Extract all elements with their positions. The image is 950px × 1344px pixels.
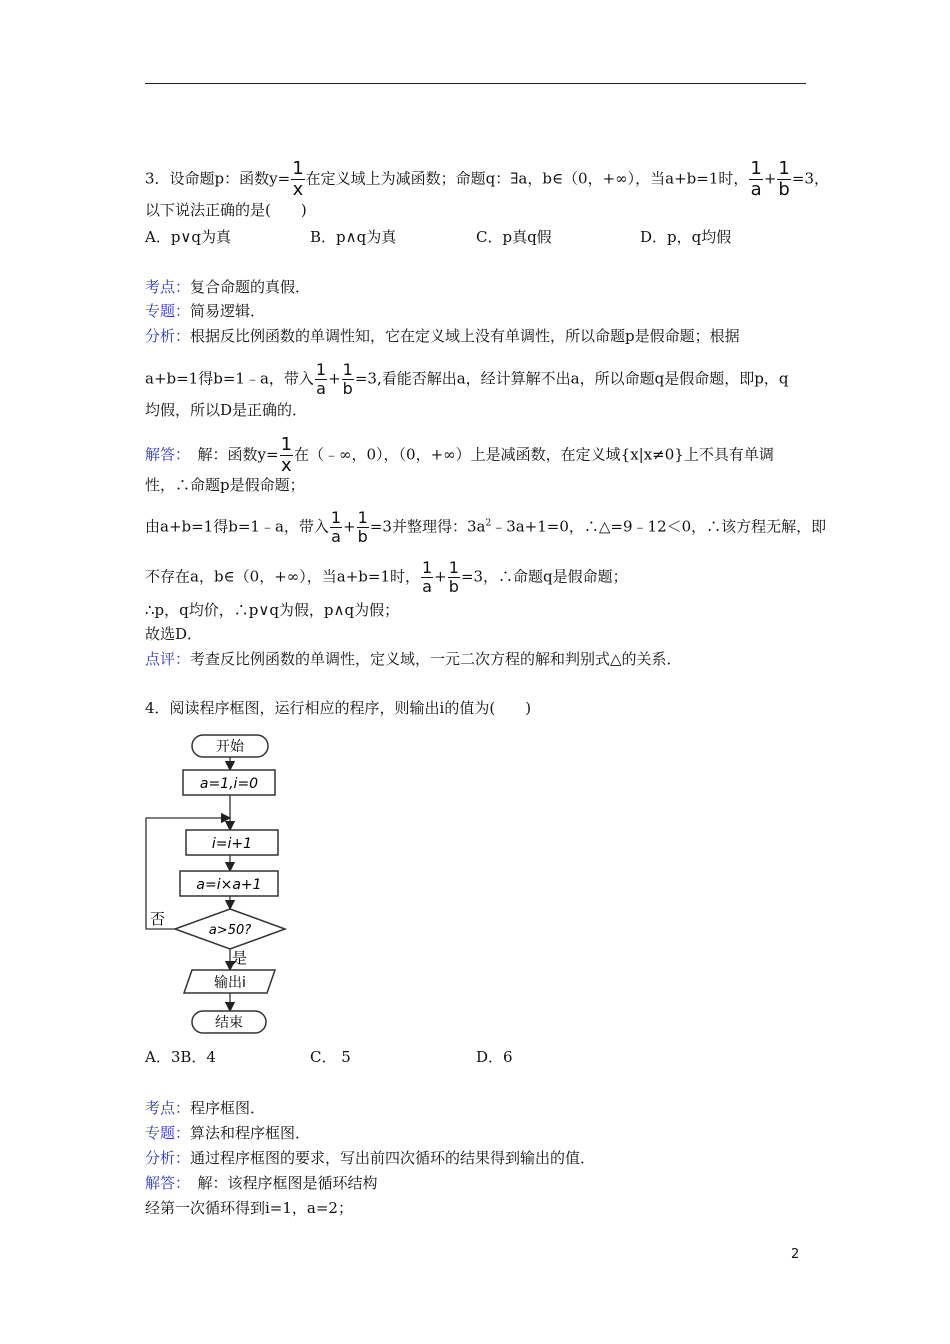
q4-stem: 4．阅读程序框图，运行相应的程序，则输出i的值为( ) bbox=[145, 699, 532, 717]
zhuanti-label: 专题： bbox=[145, 302, 191, 320]
flow-step1-label: i=i+1 bbox=[211, 836, 253, 852]
q3-stem-text-3: =3， bbox=[791, 169, 829, 188]
fenxi-label: 分析： bbox=[145, 1149, 191, 1167]
fraction-numerator: 1 bbox=[330, 508, 342, 527]
plus-sign: + bbox=[343, 517, 356, 536]
fraction-numerator: 1 bbox=[778, 158, 790, 179]
q3-stem-text-1: 3．设命题p：函数y= bbox=[145, 169, 291, 188]
fraction-1-over-b bbox=[357, 510, 369, 545]
fenxi-line-2a: a+b=1得b=1﹣a，带入 bbox=[145, 369, 314, 388]
superscript-2: 2 bbox=[485, 518, 492, 529]
jieda-line-1b: 在（﹣∞，0），（0，+∞）上是减函数，在定义域{x|x≠0}上不具有单调 bbox=[294, 445, 774, 464]
fraction-numerator: 1 bbox=[280, 434, 293, 455]
q3-fenxi bbox=[145, 325, 740, 347]
fenxi-label: 分析： bbox=[145, 327, 191, 345]
flow-end-label: 结束 bbox=[215, 1015, 243, 1031]
fraction-numerator: 1 bbox=[421, 558, 433, 577]
zhuanti-label: 专题： bbox=[145, 1124, 191, 1142]
jieda-line-3c: ﹣3a+1=0，∴△=9﹣12＜0，∴该方程无解，即 bbox=[491, 517, 827, 536]
q4-last-line: 经第一次循环得到i=1，a=2； bbox=[145, 1199, 353, 1217]
flow-step2-label: a=i×a+1 bbox=[196, 877, 262, 893]
fraction-denominator: b bbox=[342, 379, 353, 398]
q3-option-c: C．p真q假 bbox=[476, 228, 552, 246]
q4-fenxi bbox=[145, 1147, 595, 1169]
q4-kaodian bbox=[145, 1097, 265, 1119]
q4-option-d: D．6 bbox=[476, 1048, 513, 1066]
q3-jieda-line6: 故选D． bbox=[145, 625, 203, 643]
fraction-numerator: 1 bbox=[357, 508, 368, 527]
jieda-line-3b: =3并整理得：3a bbox=[369, 517, 486, 536]
plus-sign: + bbox=[434, 567, 447, 586]
jieda-line-4b: =3，∴命题q是假命题； bbox=[460, 567, 628, 586]
q3-fenxi-line2 bbox=[145, 362, 788, 397]
jieda-label: 解答： bbox=[145, 1174, 183, 1192]
plus-sign: + bbox=[763, 169, 777, 188]
kaodian-text: 复合命题的真假． bbox=[190, 278, 311, 296]
flow-output-label: 输出i bbox=[214, 975, 246, 991]
fraction-denominator: b bbox=[357, 527, 368, 546]
flow-no-label: 否 bbox=[150, 910, 166, 928]
fraction-denominator: a bbox=[422, 577, 432, 596]
kaodian-label: 考点： bbox=[145, 278, 191, 296]
jieda-line-4a: 不存在a，b∈（0，+∞），当a+b=1时， bbox=[145, 567, 420, 586]
fenxi-line-1: 根据反比例函数的单调性知，它在定义域上没有单调性，所以命题p是假命题；根据 bbox=[190, 327, 740, 345]
q3-stem-line2: 以下说法正确的是( ) bbox=[145, 201, 307, 219]
q3-stem-text-2: 在定义域上为减函数；命题q：∃a，b∈（0，+∞），当a+b=1时， bbox=[305, 169, 749, 188]
flow-start-label: 开始 bbox=[216, 739, 244, 755]
zhuanti-text: 算法和程序框图． bbox=[190, 1124, 311, 1142]
q3-jieda-line3 bbox=[145, 510, 826, 545]
q3-fenxi-line3: 均假，所以D是正确的． bbox=[145, 401, 308, 419]
header-rule bbox=[145, 83, 806, 84]
fraction-numerator: 1 bbox=[342, 360, 353, 379]
q4-zhuanti bbox=[145, 1122, 310, 1144]
zhuanti-text: 简易逻辑． bbox=[190, 302, 266, 320]
jieda-line-3a: 由a+b=1得b=1﹣a，带入 bbox=[145, 517, 329, 536]
q3-jieda bbox=[145, 436, 774, 475]
flow-init-label: a=1,i=0 bbox=[199, 776, 259, 792]
jieda-label: 解答： bbox=[145, 445, 183, 464]
fraction-numerator: 1 bbox=[315, 360, 327, 379]
page-number: 2 bbox=[791, 1247, 800, 1262]
q3-jieda-line2: 性，∴命题p是假命题； bbox=[145, 476, 305, 494]
fenxi-line-2b: =3,看能否解出a，经计算解不出a，所以命题q是假命题，即p，q bbox=[354, 369, 789, 388]
fenxi-text: 通过程序框图的要求，写出前四次循环的结果得到输出的值． bbox=[190, 1149, 596, 1167]
flowchart bbox=[140, 728, 300, 1038]
fraction-denominator: a bbox=[750, 179, 762, 200]
q3-option-b: B．p∧q为真 bbox=[310, 228, 397, 246]
fraction-1-over-x bbox=[291, 160, 304, 199]
fraction-1-over-x bbox=[280, 436, 293, 475]
q3-jieda-line5: ∴p，q均价，∴p∨q为假，p∧q为假； bbox=[145, 601, 400, 619]
fraction-numerator: 1 bbox=[292, 158, 304, 179]
fraction-numerator: 1 bbox=[750, 158, 762, 179]
flow-decision-label: a>50? bbox=[208, 923, 252, 938]
fraction-1-over-b bbox=[342, 362, 354, 397]
fraction-denominator: x bbox=[280, 455, 292, 476]
fraction-1-over-b bbox=[777, 160, 790, 199]
q3-dianping bbox=[145, 648, 682, 670]
q4-option-c: C． 5 bbox=[310, 1048, 351, 1066]
fraction-denominator: b bbox=[778, 179, 790, 200]
q3-kaodian bbox=[145, 276, 310, 298]
fraction-1-over-a bbox=[421, 560, 433, 595]
kaodian-label: 考点： bbox=[145, 1099, 191, 1117]
jieda-line-1a: 解：函数y= bbox=[182, 445, 279, 464]
q3-stem bbox=[145, 160, 829, 199]
q3-zhuanti bbox=[145, 300, 265, 322]
flow-yes-label: 是 bbox=[232, 949, 248, 967]
fraction-numerator: 1 bbox=[448, 558, 459, 577]
fraction-1-over-b bbox=[448, 560, 460, 595]
fraction-denominator: a bbox=[331, 527, 341, 546]
fraction-1-over-a bbox=[330, 510, 342, 545]
q3-jieda-line4 bbox=[145, 560, 628, 595]
q4-option-ab: A．3B．4 bbox=[145, 1048, 216, 1066]
q4-jieda bbox=[145, 1172, 378, 1194]
fraction-denominator: a bbox=[316, 379, 326, 398]
fraction-1-over-a bbox=[749, 160, 762, 199]
dianping-text: 考查反比例函数的单调性，定义域，一元二次方程的解和判别式△的关系． bbox=[190, 650, 682, 668]
fraction-1-over-a bbox=[315, 362, 327, 397]
q3-option-a: A．p∨q为真 bbox=[145, 228, 232, 246]
jieda-text: 解：该程序框图是循环结构 bbox=[182, 1174, 378, 1192]
q3-option-d: D．p，q均假 bbox=[640, 228, 732, 246]
plus-sign: + bbox=[328, 369, 341, 388]
fraction-denominator: x bbox=[292, 179, 304, 200]
fraction-denominator: b bbox=[448, 577, 459, 596]
dianping-label: 点评： bbox=[145, 650, 191, 668]
kaodian-text: 程序框图． bbox=[190, 1099, 266, 1117]
